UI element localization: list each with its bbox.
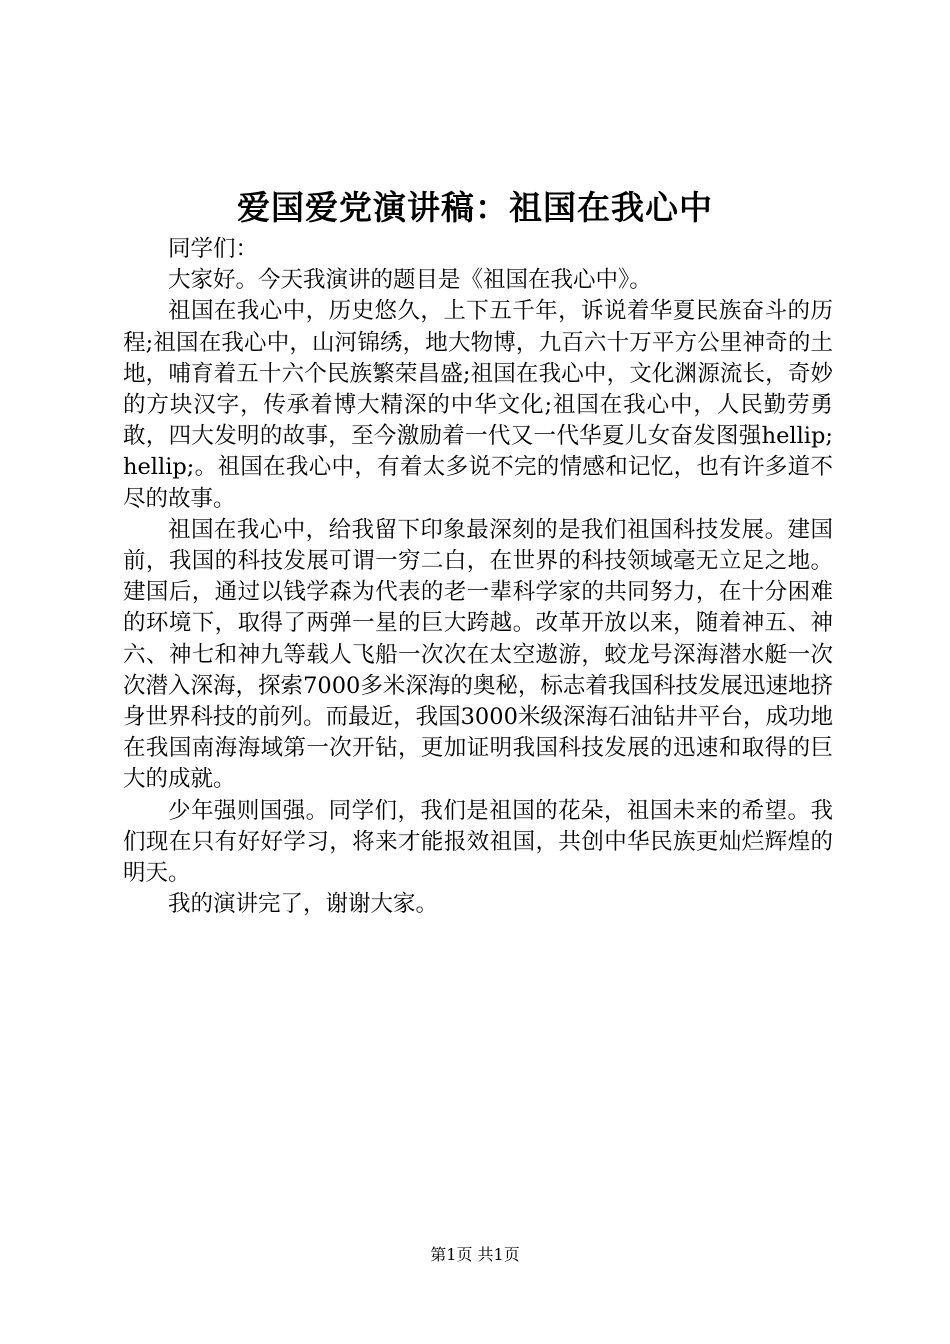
paragraph-history: 祖国在我心中，历史悠久，上下五千年，诉说着华夏民族奋斗的历程;祖国在我心中，山河锦绣，地大物博，九百六十万平方公里神奇的土地，哺育着五十六个民族繁荣昌盛;祖国在我心中，文化渊源流长，奇妙的方块汉字，传承着博大精深的中华文化;祖国在我心中，人民勤劳勇敢，四大发明的故事，至今激励着一代又一代华夏儿女奋发图强hellip;hellip;。祖国在我心中，有着太多说不完的情感和记忆，也有许多道不尽的故事。 xyxy=(123,298,833,512)
page-number-footer: 第1页 共1页 xyxy=(430,1245,520,1264)
paragraph-closing: 我的演讲完了，谢谢大家。 xyxy=(168,891,439,918)
paragraph-intro: 大家好。今天我演讲的题目是《祖国在我心中》。 xyxy=(168,267,652,294)
paragraph-youth: 少年强则国强。同学们，我们是祖国的花朵，祖国未来的希望。我们现在只有好好学习，将来才能报效祖国，共创中华民族更灿烂辉煌的明天。 xyxy=(123,797,833,887)
document-body xyxy=(123,234,833,920)
paragraph-technology: 祖国在我心中，给我留下印象最深刻的是我们祖国科技发展。建国前，我国的科技发展可谓一穷二白，在世界的科技领域毫无立足之地。建国后，通过以钱学森为代表的老一辈科学家的共同努力，在十分困难的环境下，取得了两弹一星的巨大跨越。改革开放以来，随着神五、神六、神七和神九等载人飞船一次次在太空遨游，蛟龙号深海潜水艇一次次潜入深海，探索7000多米深海的奥秘，标志着我国科技发展迅速地挤身世界科技的前列。而最近，我国3000米级深海石油钻井平台，成功地在我国南海海域第一次开钻，更加证明我国科技发展的迅速和取得的巨大的成就。 xyxy=(123,516,833,793)
document-title: 爱国爱党演讲稿：祖国在我心中 xyxy=(237,188,713,227)
paragraph-greeting: 同学们： xyxy=(168,236,259,262)
